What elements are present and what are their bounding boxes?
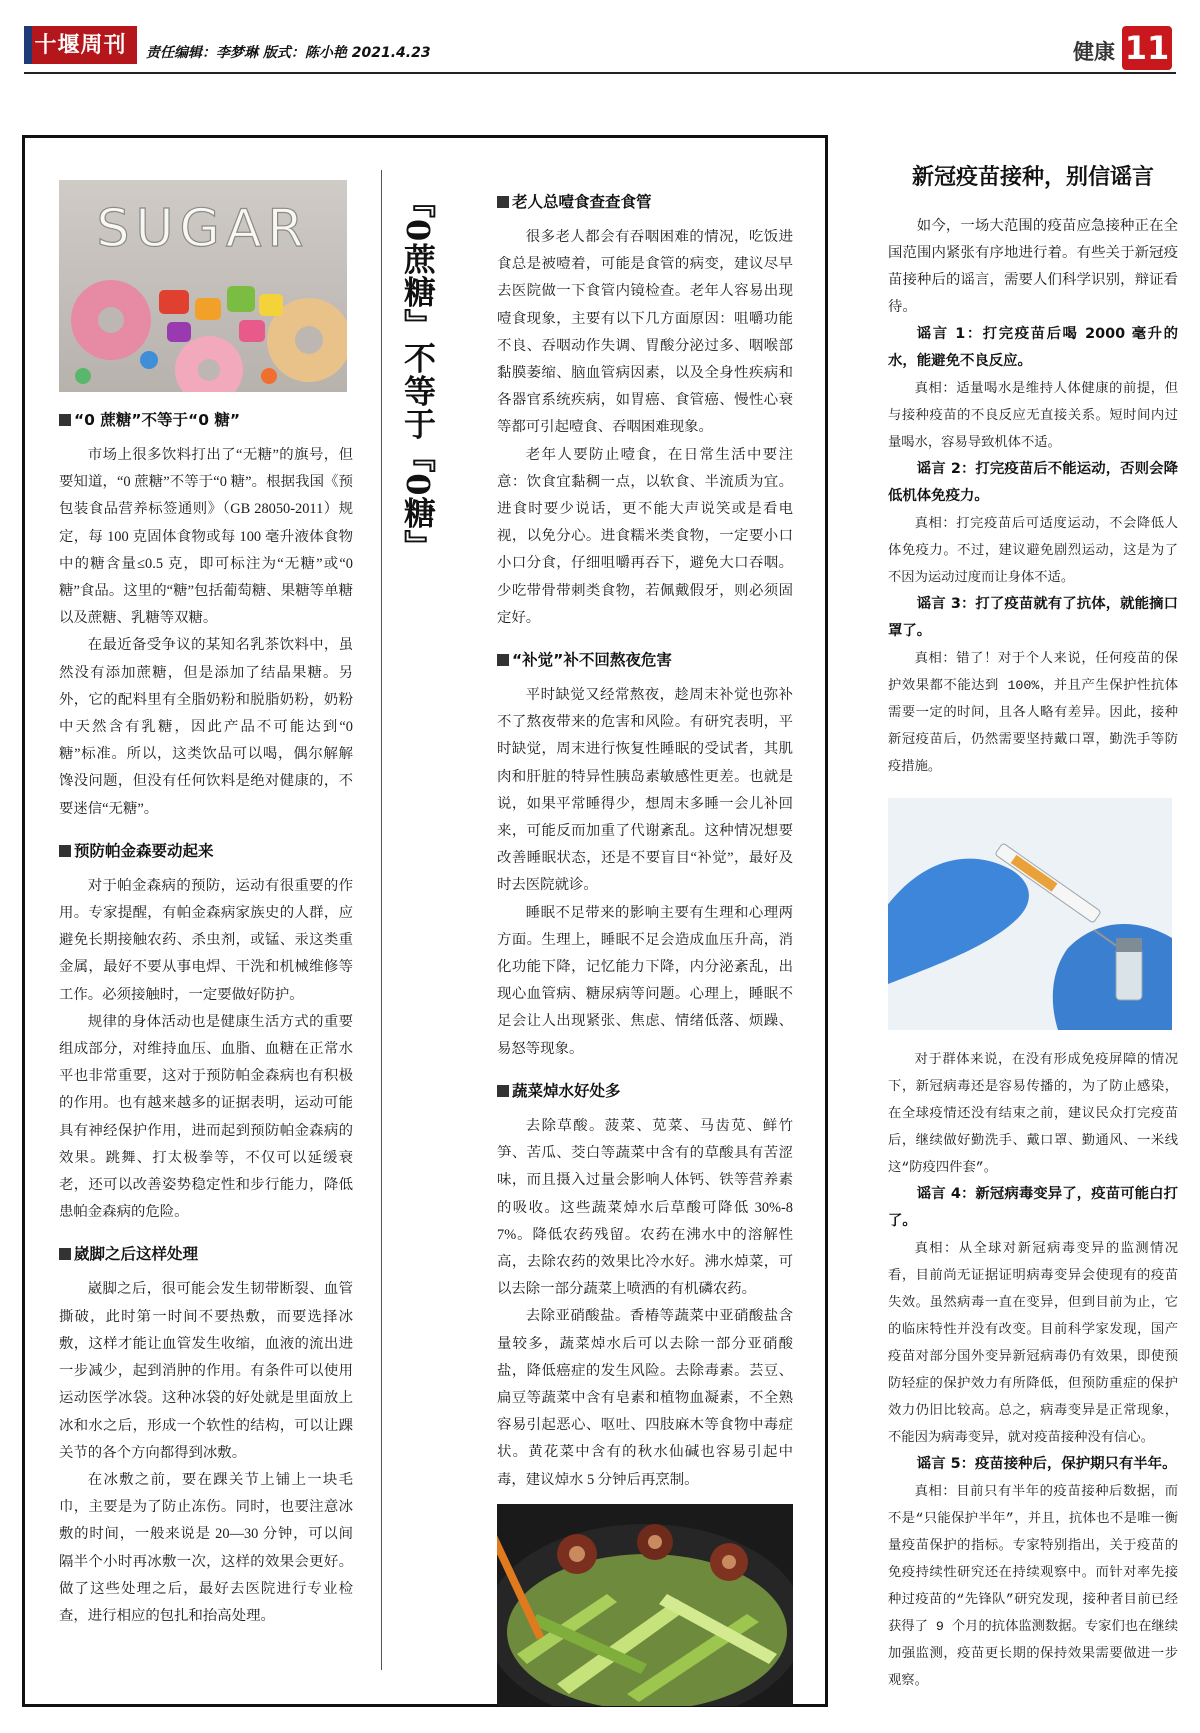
vaccine-article-title: 新冠疫苗接种，别信谣言 [911,164,1154,190]
blanched-vegetables-photo [497,1504,793,1706]
truth-4: 真相：从全球对新冠病毒变异的监测情况看，目前尚无证据证明病毒变异会使现有的疫苗失效。虽然病毒一直在变异，但到目前为止，它的临床特性并没有改变。目前科学家发现，国产疫苗对部分国外变异新冠病毒仍有效果，即使预防轻症的保护效力有所降低，但预防重症的保护效力仍旧比较高。总之，病毒变异是正常现象，不能因为病毒变异，就对疫苗接种没有信心。 [888,1241,1178,1445]
section-zero-sugar [59,408,353,823]
section-heading: “0 蔗糖”不等于“0 糖” [59,408,353,432]
square-bullet-icon [497,654,509,666]
section-parkinson [59,839,353,1227]
sugar-illustration [59,180,347,392]
masthead-divider [24,72,1176,74]
square-bullet-icon [497,196,509,208]
section-heading: 蔬菜焯水好处多 [497,1079,793,1103]
rumor-4: 谣言 4：新冠病毒变异了，疫苗可能白打了。 [888,1186,1178,1229]
paragraph: 在冰敷之前，要在踝关节上铺上一块毛巾，主要是为了防止冻伤。同时，也要注意冰敷的时间，一般来说是 20—30 分钟，可以间隔半个小时再冰敷一次，这样的效果会更好。做了这些处理之后，最好去医院进行专业检查，进行相应的包扎和抬高处理。 [59,1471,353,1624]
rumor-2: 谣言 2：打完疫苗后不能运动，否则会降低机体免疫力。 [888,461,1178,504]
square-bullet-icon [59,845,71,857]
section-heading: 老人总噎食查查食管 [497,190,793,214]
sugar-sweets-photo [59,180,347,392]
paragraph: 睡眠不足带来的影响主要有生理和心理两方面。生理上，睡眠不足会造成血压升高，消化功能下降，记忆能力下降，内分泌紊乱，出现心血管病、糖尿病等问题。心理上，睡眠不足会让人出现紧张、焦虑、情绪低落、烦躁、易怒等现象。 [497,904,793,1057]
section-heading: 崴脚之后这样处理 [59,1242,353,1266]
paragraph: 平时缺觉又经常熬夜，趁周末补觉也弥补不了熬夜带来的危害和风险。有研究表明，平时缺觉，周末进行恢复性睡眠的受试者，其肌肉和肝脏的特异性胰岛素敏感性更差。也就是说，如果平常睡得少，想周末多睡一会儿补回来，可能反而加重了代谢紊乱。这种情况想要改善睡眠状态，还是不要盲目“补觉”，最好及时去医院就诊。 [497,687,793,894]
truth-1: 真相：适量喝水是维持人体健康的前提，但与接种疫苗的不良反应无直接关系。短时间内过量喝水，容易导致机体不适。 [888,381,1178,450]
truth-5: 真相：目前只有半年的疫苗接种后数据，而不是“只能保护半年”，并且，抗体也不是唯一衡量疫苗保护的指标。专家特别指出，关于疫苗的免疫持续性研究还在持续观察中。而针对率先接种过疫苗的“先锋队”研究发现，接种者目前已经获得了 9 个月的抗体监测数据。专家们也在继续加强监测，疫苗更长期的保持效果需要做进一步观察。 [888,1484,1178,1688]
sugar-word: SUGAR [96,199,310,259]
paragraph: 去除亚硝酸盐。香椿等蔬菜中亚硝酸盐含量较多，蔬菜焯水后可以去除一部分亚硝酸盐，降低癌症的发生风险。去除毒素。芸豆、扁豆等蔬菜中含有皂素和植物血凝素，不全熟容易引起恶心、呕吐、四肢麻木等食物中毒症状。黄花菜中含有的秋水仙碱也容易引起中毒，建议焯水 5 分钟后再烹制。 [497,1308,793,1488]
truth-3: 真相：错了！对于个人来说，任何疫苗的保护效果都不能达到 100%，并且产生保护性抗体需要一定的时间，且各人略有差异。因此，接种新冠疫苗后，仍然需要坚持戴口罩，勤洗手等防疫措施。 [888,651,1178,774]
square-bullet-icon [497,1085,509,1097]
right-column [888,160,1178,1694]
paragraph: 老年人要防止噎食，在日常生活中要注意：饮食宜黏稠一点，以软食、半流质为宜。进食时要少说话，更不能大声说笑或是看电视，以免分心。进食糯米类食物，一定要小口小口分食，仔细咀嚼再吞下，避免大口吞咽。少吃带骨带刺类食物，若佩戴假牙，则必须固定好。 [497,446,793,626]
section-name: 健康 [1073,40,1115,64]
rumor-1: 谣言 1：打完疫苗后喝 2000 毫升的水，能避免不良反应。 [888,326,1178,369]
paragraph: 市场上很多饮料打出了“无糖”的旗号，但要知道，“0 蔗糖”不等于“0 糖”。根据我国《预包装食品营养标签通则》（GB 28050-2011）规定，每 100 克固体食物或每 100 毫升液体食物中的糖含量≤0.5 克，即可标注为“无糖”或“0 糖”食品。这里的“糖”包括葡萄糖、果糖等单糖以及蔗糖、乳糖等双糖。 [59,447,353,627]
section-heading: “补觉”补不回熬夜危害 [497,648,793,672]
vaccine-intro: 如今，一场大范围的疫苗应急接种正在全国范围内紧张有序地进行着。有些关于新冠疫苗接种后的谣言，需要人们科学识别，辩证看待。 [888,218,1178,315]
paragraph: 规律的身体活动也是健康生活方式的重要组成部分，对维持血压、血脂、血糖在正常水平也非常重要，这对于预防帕金森病也有积极的作用。也有越来越多的证据表明，运动可能具有神经保护作用，进而起到预防帕金森病的效果。跳舞、打太极拳等，不仅可以延缓衰老，还可以改善姿势稳定性和步行能力，降低患帕金森病的危险。 [59,1013,353,1221]
section-blanching-vegetables [497,1079,793,1494]
left-column [59,180,353,1630]
paragraph: 在最近备受争议的某知名乳茶饮料中，虽然没有添加蔗糖，但是添加了结晶果糖。另外，它的配料里有全脂奶粉和脱脂奶粉，奶粉中天然含有乳糖，因此产品不可能达到“0 糖”标准。所以，这类饮品可以喝，偶尔解解馋没问题，但没有任何饮料是绝对健康的，不要迷信“无糖”。 [59,637,353,817]
middle-column [497,180,793,1706]
section-ankle-sprain [59,1242,353,1630]
rumor-3: 谣言 3：打了疫苗就有了抗体，就能摘口罩了。 [888,596,1178,639]
section-catch-up-sleep [497,648,793,1063]
syringe-illustration [888,798,1172,1030]
feature-vertical-title: 『0蔗糖』不等于『0糖』 [399,186,437,563]
section-heading: 预防帕金森要动起来 [59,839,353,863]
vaccine-syringe-photo [888,798,1172,1030]
masthead [0,0,1200,76]
paragraph: 对于帕金森病的预防，运动有很重要的作用。专家提醒，有帕金森病家族史的人群，应避免长期接触农药、杀虫剂，或锰、汞这类重金属，最好不要从事电焊、干洗和机械维修等工作。必须接触时，一定要做好防护。 [59,877,353,1003]
paragraph: 很多老人都会有吞咽困难的情况，吃饭进食总是被噎着，可能是食管的病变，建议尽早去医院做一下食管内镜检查。老年人容易出现噎食现象，主要有以下几方面原因：咀嚼功能不良、吞咽动作失调、胃酸分泌过多、咽喉部黏膜萎缩、脑血管病因素，以及全身性疾病和各器官系统疾病，如胃癌、食管癌、慢性心衰等都可引起噎食、吞咽困难现象。 [497,229,793,436]
newspaper-logo: 十堰周刊 [24,26,137,64]
group-protection-paragraph: 对于群体来说，在没有形成免疫屏障的情况下，新冠病毒还是容易传播的，为了防止感染，在全球疫情还没有结束之前，建议民众打完疫苗后，继续做好勤洗手、戴口罩、勤通风、一米线这“防疫四件套”。 [888,1052,1178,1175]
truth-2: 真相：打完疫苗后可适度运动，不会降低人体免疫力。不过，建议避免剧烈运动，这是为了不因为运动过度而让身体不适。 [888,516,1178,585]
square-bullet-icon [59,414,71,426]
rumor-5: 谣言 5：疫苗接种后，保护期只有半年。 [916,1456,1177,1472]
section-elderly-choking [497,190,793,632]
editor-credit-line: 责任编辑：李梦琳 版式：陈小艳 2021.4.23 [146,45,431,61]
page-number-badge: 11 [1122,26,1172,70]
paragraph: 去除草酸。菠菜、苋菜、马齿苋、鲜竹笋、苦瓜、茭白等蔬菜中含有的草酸具有苦涩味，而且摄入过量会影响人体钙、铁等营养素的吸收。这些蔬菜焯水后草酸可降低 30%-87%。降低农药残留。农药在沸水中的溶解性高，去除农药的效果比冷水好。沸水焯菜，可以去除一部分蔬菜上喷洒的有机磷农药。 [497,1117,793,1298]
paragraph: 崴脚之后，很可能会发生韧带断裂、血管撕破，此时第一时间不要热敷，而要选择冰敷，这样才能让血管发生收缩，血液的流出进一步减少，起到消肿的作用。有条件可以使用运动医学冰袋。这种冰袋的好处就是里面放上冰和水之后，形成一个软性的结构，可以让踝关节的各个方向都得到冰敷。 [59,1281,353,1461]
square-bullet-icon [59,1248,71,1260]
vegetables-illustration [497,1504,793,1706]
column-divider [381,170,382,1670]
